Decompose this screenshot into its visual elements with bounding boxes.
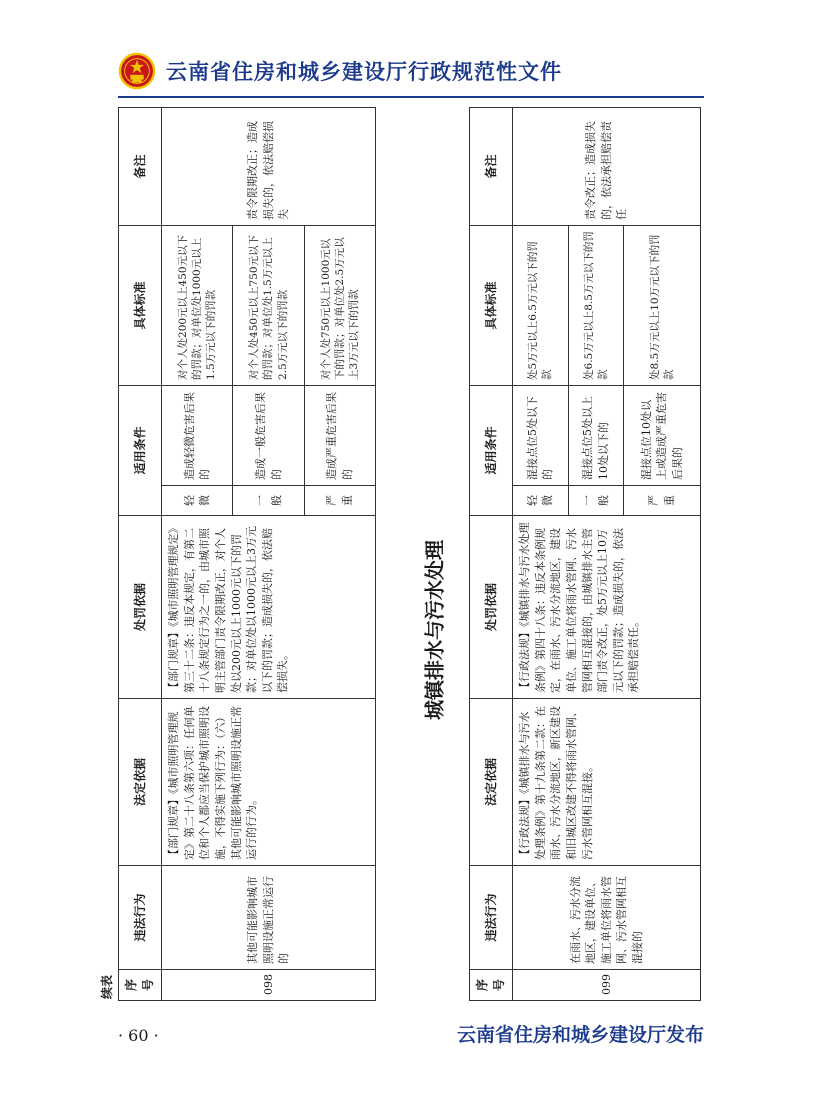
section-title: 城镇排水与污水处理 (422, 540, 447, 720)
remark-cell: 责令限期改正；造成损失的，依法赔偿损失 (162, 107, 376, 225)
col-condition: 适用条件 (119, 385, 162, 515)
col-penalty: 处罚依据 (470, 516, 513, 699)
table-row (162, 107, 233, 1000)
col-legal: 法定依据 (119, 699, 162, 866)
level-cell: 轻微 (162, 486, 233, 516)
level-cell: 一般 (568, 486, 623, 516)
level-cell: 严重 (304, 486, 375, 516)
col-standard: 具体标准 (470, 225, 513, 385)
level-cell: 一般 (233, 486, 304, 516)
seq-cell: 098 (162, 970, 376, 1001)
standard-cell: 对个人处750元以上1000元以下的罚款；对单位处2.5万元以上3万元以下的罚款 (304, 225, 375, 385)
condition-cell: 造成一般危害后果的 (233, 385, 304, 485)
continued-label: 续表 (100, 974, 114, 999)
level-cell: 轻微 (513, 486, 568, 516)
national-emblem-icon (118, 52, 156, 90)
table-header-row (470, 107, 513, 1000)
penalty-table-099 (469, 107, 701, 1001)
page-header (118, 52, 562, 90)
legal-cell: 【部门规章】《城市照明管理规定》第二十八条第六项：任何单位和个人都应当保护城市照明设施，不得实施下列行为：（六）其他可能影响城市照明设施正常运行的行为。 (162, 699, 376, 866)
col-penalty: 处罚依据 (119, 516, 162, 699)
condition-cell: 造成严重危害后果的 (304, 385, 375, 485)
col-seq: 序号 (470, 970, 513, 1001)
act-cell: 在雨水、污水分流地区，建设单位、施工单位将雨水管网、污水管网相互混接的 (513, 866, 701, 970)
legal-cell: 【行政法规】《城镇排水与污水处理条例》第十九条第二款：在雨水、污水分流地区，新区建设和旧城区改建不得将雨水管网、污水管网相互混接。 (513, 699, 701, 866)
col-standard: 具体标准 (119, 225, 162, 385)
condition-cell: 造成轻微危害后果的 (162, 385, 233, 485)
header-divider (118, 96, 704, 98)
act-cell: 其他可能影响城市照明设施正常运行的 (162, 866, 376, 970)
condition-cell: 混接点位5处以下的 (513, 385, 568, 485)
standard-cell: 处8.5万元以上10万元以下的罚款 (624, 225, 701, 385)
standard-cell: 处5万元以上6.5万元以下的罚款 (513, 225, 568, 385)
table-drainage (469, 108, 701, 1001)
col-legal: 法定依据 (470, 699, 513, 866)
penalty-table-098 (118, 107, 376, 1001)
table-header-row (119, 107, 162, 1000)
col-condition: 适用条件 (470, 385, 513, 515)
standard-cell: 处6.5万元以上8.5万元以下的罚款 (568, 225, 623, 385)
col-act: 违法行为 (470, 866, 513, 970)
col-act: 违法行为 (119, 866, 162, 970)
header-title: 云南省住房和城乡建设厅行政规范性文件 (166, 60, 562, 84)
condition-cell: 混接点位5处以上10处以下的 (568, 385, 623, 485)
col-remark: 备注 (119, 107, 162, 225)
seq-cell: 099 (513, 970, 701, 1001)
col-seq: 序号 (119, 970, 162, 1001)
remark-cell: 责令改正；造成损失的，依法承担赔偿责任 (513, 107, 701, 225)
standard-cell: 对个人处200元以上450元以下的罚款；对单位处1000元以上1.5万元以下的罚款 (162, 225, 233, 385)
table-row (513, 107, 568, 1000)
level-cell: 严重 (624, 486, 701, 516)
footer-publisher: 云南省住房和城乡建设厅发布 (456, 1024, 704, 1046)
penalty-cell: 【部门规章】《城市照明管理规定》第三十二条：违反本规定，有第二十八条规定行为之一的，由城市照明主管部门责令限期改正，对个人处以200元以上1000元以下的罚款；对单位处以1000元以上3万元以下的罚款；造成损失的，依法赔偿损失。 (162, 516, 376, 699)
table-continued (100, 108, 376, 1001)
standard-cell: 对个人处450元以上750元以下的罚款；对单位处1.5万元以上2.5万元以下的罚款 (233, 225, 304, 385)
col-remark: 备注 (470, 107, 513, 225)
page-number: · 60 · (118, 1026, 159, 1045)
penalty-cell: 【行政法规】《城镇排水与污水处理条例》第四十八条：违反本条例规定，在雨水、污水分流地区，建设单位、施工单位将雨水管网、污水管网相互混接的，由城镇排水主管部门责令改正，处5万元以上10万元以下的罚款；造成损失的，依法承担赔偿责任。 (513, 516, 701, 699)
condition-cell: 混接点位10处以上或造成严重危害后果的 (624, 385, 701, 485)
